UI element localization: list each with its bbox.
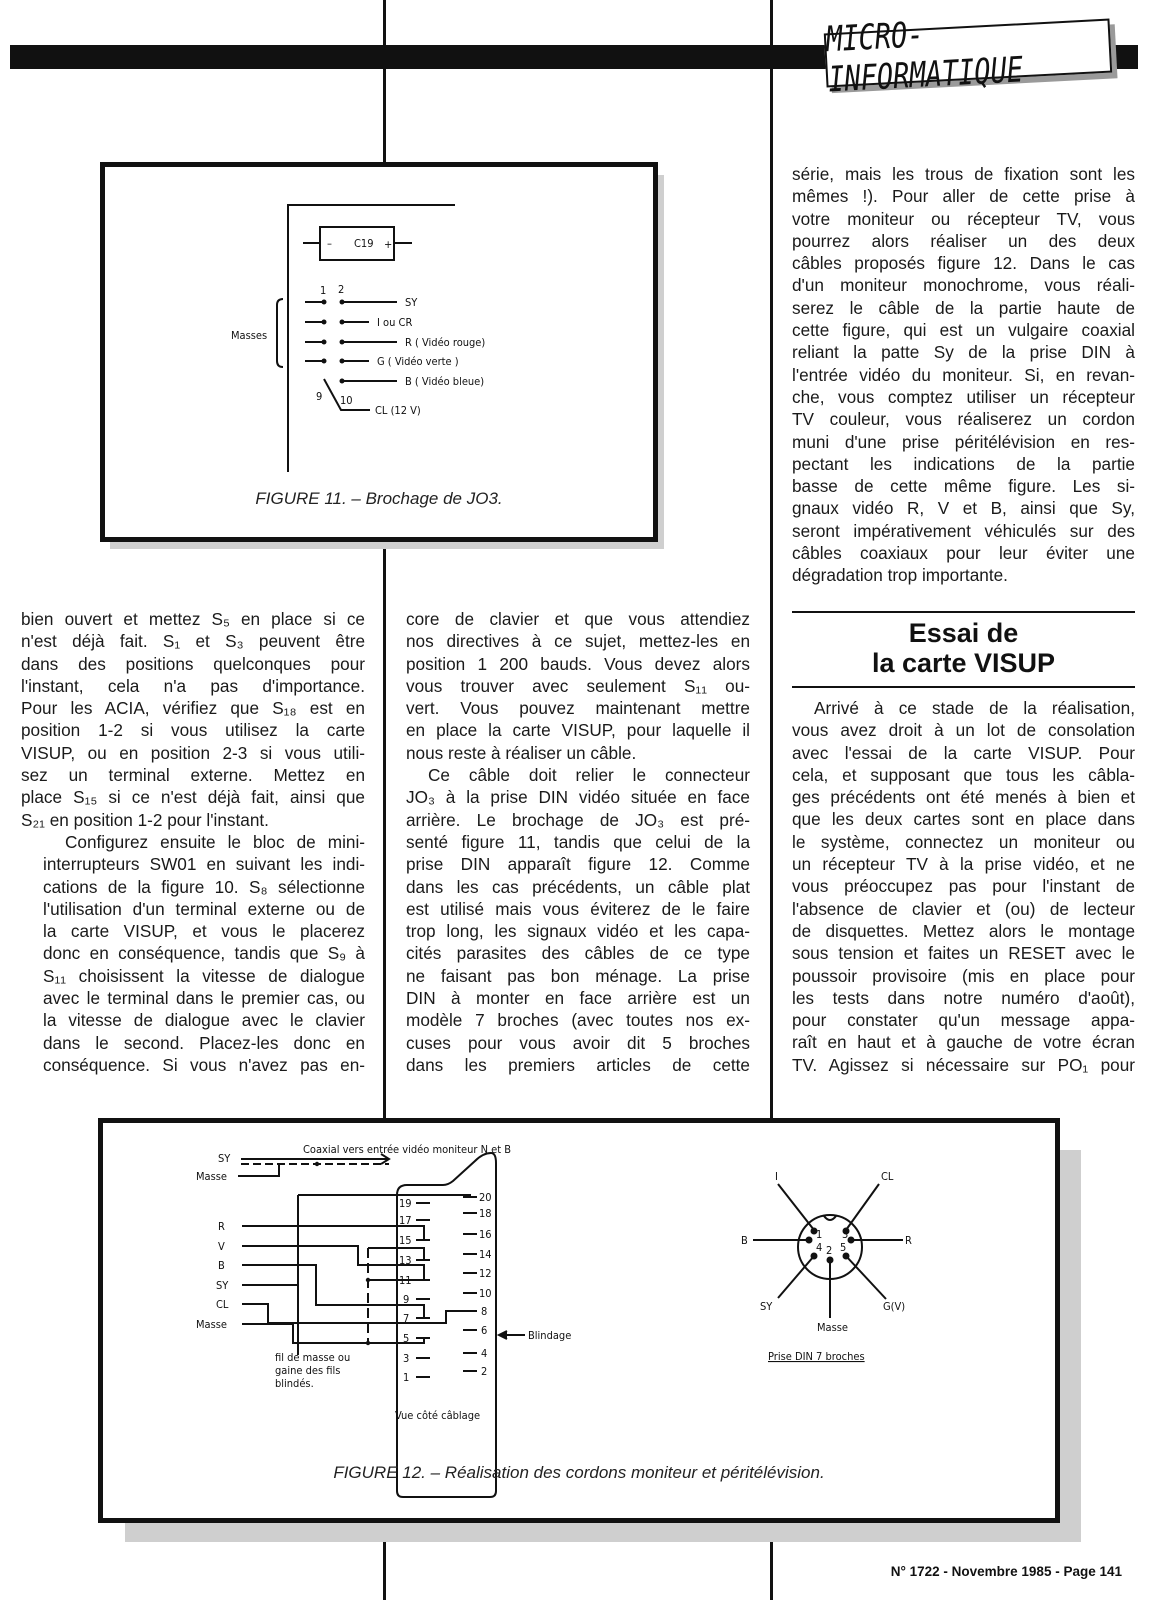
- scart-pin-16: 16: [479, 1228, 492, 1241]
- article-column-right-bottom: [792, 697, 1135, 1076]
- text-line: vous avez droit à un lot de consolation: [792, 720, 1135, 741]
- text-line: l'instant, cela n'a pas d'importance.: [21, 675, 365, 696]
- text-line: l'entrée vidéo du moniteur. Si, en revan-: [792, 364, 1135, 385]
- text-line: sez un terminal externe. Mettez en: [21, 765, 365, 786]
- text-line: les tests dans notre numéro d'août),: [792, 987, 1135, 1008]
- text-line: donc en conséquence, tandis que S₉ à: [43, 943, 365, 964]
- signal-i-ou-cr: I ou CR: [377, 316, 413, 329]
- text-line: vous trouver avec seulement S₁₁ ou-: [406, 675, 750, 696]
- din-pin-5: 5: [840, 1241, 847, 1254]
- din-pin-3: 3: [842, 1228, 849, 1241]
- text-line: cités parasites des câbles de ce type: [406, 943, 750, 964]
- figure-11-caption: FIGURE 11. – Brochage de JO3.: [255, 489, 503, 508]
- figure-12-diagram: [103, 1123, 1055, 1518]
- scart-pin-12: 12: [479, 1267, 492, 1280]
- scart-pin-9: 9: [403, 1293, 410, 1306]
- capacitor-plus: +: [384, 238, 393, 251]
- din-label-r: R: [905, 1234, 912, 1247]
- scart-pin-6: 6: [481, 1324, 488, 1337]
- text-line: d'un moniteur monochrome, vous réali-: [792, 275, 1135, 296]
- capacitor-minus: –: [327, 237, 332, 250]
- paragraph: [21, 831, 365, 1076]
- scart-pin-17: 17: [399, 1214, 412, 1227]
- text-line: cations de la figure 10. S₈ sélectionne: [43, 876, 365, 897]
- din-pin-2: 2: [826, 1244, 833, 1257]
- din-label-i: I: [775, 1170, 778, 1183]
- scart-pin-10: 10: [479, 1287, 492, 1300]
- din-label-gv: G(V): [883, 1300, 906, 1313]
- scart-pin-8: 8: [481, 1305, 488, 1318]
- paragraph: [406, 764, 750, 1076]
- din-label-cl: CL: [881, 1170, 894, 1183]
- signal-b: B ( Vidéo bleue): [405, 375, 485, 388]
- text-line: S₂₁ en position 1-2 pour l'instant.: [21, 809, 269, 830]
- text-line: vert. Vous pouvez maintenant mettre: [406, 698, 750, 719]
- figure-11: [100, 162, 658, 542]
- text-line: Pour les ACIA, vérifiez que S₁₈ est en: [21, 698, 365, 719]
- text-line: poussoir provisoire (mis en place pour: [792, 965, 1135, 986]
- scart-pin-14: 14: [479, 1248, 492, 1261]
- text-line: l'utilisation d'un terminal externe ou de: [43, 898, 365, 919]
- text-line: Ce câble doit relier le connecteur: [428, 765, 750, 786]
- coax-sy-label: SY: [218, 1152, 231, 1165]
- section-heading-line-1: Essai de: [908, 618, 1019, 648]
- text-line: que les deux cartes sont en place dans: [792, 809, 1135, 830]
- din-pin-1: 1: [816, 1228, 823, 1241]
- text-line: TV couleur, vous réaliserez un cordon: [792, 409, 1135, 430]
- text-line: dégradation trop importante.: [792, 565, 1008, 586]
- text-line: dans des positions quelconques pour: [21, 653, 365, 674]
- text-line: avec le terminal dans le premier cas, ou: [43, 988, 365, 1009]
- text-line: arrière. Le brochage de JO₃ est pré-: [406, 809, 750, 830]
- signal-cl: CL (12 V): [375, 404, 421, 417]
- text-line: S₁₁ choisissent la vitesse de dialogue: [43, 965, 365, 986]
- scart-pin-20: 20: [479, 1191, 492, 1204]
- din-label-b: B: [741, 1234, 748, 1247]
- heading-rule-bottom: [792, 686, 1135, 688]
- coax-label: Coaxial vers entrée vidéo moniteur N et B: [303, 1143, 512, 1156]
- text-line: de disquettes. Mettez alors le montage: [792, 920, 1135, 941]
- scart-pin-11: 11: [399, 1274, 412, 1287]
- text-line: n'est déjà fait. S₁ et S₃ peuvent être: [21, 631, 365, 652]
- page-footer: N° 1722 - Novembre 1985 - Page 141: [890, 1564, 1122, 1579]
- figure-12-shadow-bottom: [125, 1522, 1081, 1542]
- text-line: dans les cas précédents, un câble plat: [406, 876, 750, 897]
- din-pin-4: 4: [816, 1241, 823, 1254]
- text-line: en place la carte VISUP, pour laquelle il: [406, 720, 750, 741]
- text-line: pour constater qu'un message appa-: [792, 1010, 1135, 1031]
- article-column-middle: [406, 608, 750, 1076]
- scart-pin-18: 18: [479, 1207, 492, 1220]
- figure-12: [98, 1118, 1060, 1523]
- ground-note-line-3: blindés.: [275, 1377, 314, 1390]
- din-label-sy: SY: [760, 1300, 773, 1313]
- scart-pin-5: 5: [403, 1332, 410, 1345]
- text-line: reliant la patte Sy de la prise DIN à: [792, 342, 1135, 363]
- text-line: série, mais les trous de fixation sont les: [792, 164, 1135, 184]
- text-line: nos directives à ce sujet, mettez-les en: [406, 631, 750, 652]
- text-line: bien ouvert et mettez S₅ en place si ce: [21, 609, 365, 629]
- text-line: muni d'une prise péritélévision en res-: [792, 431, 1135, 452]
- text-line: prise DIN apparaît figure 12. Comme: [406, 854, 750, 875]
- column-rule-left-mid: [383, 545, 386, 1120]
- text-line: cuses pour vous avoir dit 5 broches: [406, 1032, 750, 1053]
- scart-pin-4: 4: [481, 1347, 488, 1360]
- text-line: vous préoccupez pas pour l'instant de: [792, 876, 1135, 897]
- text-line: raît en haut et à gauche de votre écran: [792, 1032, 1135, 1053]
- column-rule-left: [383, 0, 386, 180]
- text-line: interrupteurs SW01 en suivant les indi-: [43, 854, 365, 875]
- signal-sy: SY: [405, 296, 418, 309]
- text-line: câbles proposés figure 12. Dans le cas: [792, 253, 1135, 274]
- scart-pin-1: 1: [403, 1371, 410, 1384]
- text-line: seront impérativement véhiculés sur des: [792, 520, 1135, 541]
- wire-label-cl: CL: [216, 1298, 229, 1311]
- text-line: nous reste à réaliser un câble.: [406, 742, 637, 763]
- text-line: un récepteur TV à la prise vidéo, et ne: [792, 854, 1135, 875]
- figure-12-caption: FIGURE 12. – Réalisation des cordons moniteur et péritélévision.: [333, 1463, 825, 1482]
- section-banner-text: MICRO-INFORMATIQUE: [825, 15, 1025, 101]
- paragraph: [406, 608, 750, 764]
- pin-10-label: 10: [340, 394, 353, 407]
- text-line: core de clavier et que vous attendiez: [406, 609, 750, 629]
- text-line: la vitesse de dialogue avec le clavier: [43, 1010, 365, 1031]
- signal-g: G ( Vidéo verte ): [377, 355, 459, 368]
- wire-label-v: V: [218, 1240, 225, 1253]
- text-line: Configurez ensuite le bloc de mini-: [65, 831, 365, 852]
- text-line: conséquence. Si vous n'avez pas en-: [43, 1054, 365, 1075]
- scart-pin-19: 19: [399, 1197, 412, 1210]
- wire-label-sy: SY: [216, 1279, 229, 1292]
- scart-pin-3: 3: [403, 1352, 410, 1365]
- text-line: dans les premiers articles de cette: [406, 1054, 750, 1075]
- text-line: serez le câble de la partie haute de: [792, 297, 1135, 318]
- text-line: pourrez alors réaliser un des deux: [792, 230, 1135, 251]
- text-line: câbles coaxiaux pour leur éviter une: [792, 543, 1135, 564]
- text-line: modèle 7 broches (avec toutes nos ex-: [406, 1010, 750, 1031]
- text-line: est utilisé mais vous éviterez de le faire: [406, 898, 750, 919]
- text-line: avec l'essai de la carte VISUP. Pour: [792, 742, 1135, 763]
- text-line: position 1 200 bauds. Vous devez alors: [406, 653, 750, 674]
- article-column-right-top: [792, 163, 1135, 587]
- din-title: Prise DIN 7 broches: [768, 1350, 865, 1363]
- din-label-masse: Masse: [817, 1321, 849, 1334]
- section-heading-line-2: la carte VISUP: [871, 648, 1056, 678]
- text-line: position 1-2 si vous utilisez la carte: [21, 720, 365, 741]
- text-line: le système, connectez un moniteur ou: [792, 831, 1135, 852]
- figure-11-diagram: [105, 167, 653, 537]
- text-line: trop long, les signaux vidéo et les capa-: [406, 921, 750, 942]
- text-line: sous tension et faites un RESET avec le: [792, 943, 1135, 964]
- column-rule-right: [770, 0, 773, 1120]
- text-line: cela, et supposant que tous les câbla-: [792, 764, 1135, 785]
- text-line: ne faisant pas bon ménage. La prise: [406, 965, 750, 986]
- paragraph: [792, 163, 1135, 587]
- coax-masse-label: Masse: [196, 1170, 228, 1183]
- pin-2-label: 2: [338, 283, 345, 296]
- text-line: dans le second. Placez-les donc en: [43, 1032, 365, 1053]
- scart-pin-2: 2: [481, 1365, 488, 1378]
- pin-1-label: 1: [320, 284, 327, 297]
- text-line: TV. Agissez si nécessaire sur PO₁ pour: [792, 1054, 1135, 1075]
- signal-r: R ( Vidéo rouge): [405, 336, 486, 349]
- text-line: cette figure, qui est un vulgaire coaxial: [792, 320, 1135, 341]
- scart-pin-13: 13: [399, 1254, 412, 1267]
- ground-note-line-1: fil de masse ou: [275, 1351, 351, 1364]
- heading-rule-top: [792, 611, 1135, 613]
- paragraph: [21, 608, 365, 831]
- section-heading: [792, 618, 1135, 678]
- text-line: basse de cette même figure. Les si-: [792, 476, 1135, 497]
- ground-note-line-2: gaine des fils: [275, 1364, 341, 1377]
- article-column-left: [21, 608, 365, 1076]
- text-line: JO₃ à la prise DIN vidéo située en face: [406, 787, 750, 808]
- wire-label-r: R: [218, 1220, 225, 1233]
- text-line: mêmes !). Pour aller de cette prise à: [792, 186, 1135, 207]
- text-line: l'absence de clavier et (ou) de lecteur: [792, 898, 1135, 919]
- scart-view-label: Vue côté câblage: [395, 1409, 481, 1422]
- blindage-label: Blindage: [528, 1329, 572, 1342]
- capacitor-label: C19: [354, 237, 374, 250]
- scart-pin-15: 15: [399, 1234, 412, 1247]
- section-banner: [824, 15, 1112, 101]
- text-line: pectant les indications de la partie: [792, 453, 1135, 474]
- wire-label-b: B: [218, 1259, 225, 1272]
- text-line: gnaux vidéo R, V et B, ainsi que Sy,: [792, 498, 1135, 519]
- pin-9-label: 9: [316, 390, 323, 403]
- scart-pin-7: 7: [403, 1312, 410, 1325]
- text-line: ges précédents ont été menés à bien et: [792, 787, 1135, 808]
- text-line: la carte VISUP, et vous le placerez: [43, 921, 365, 942]
- text-line: senté figure 11, tandis que celui de la: [406, 831, 750, 852]
- paragraph: [792, 697, 1135, 1076]
- text-line: che, vous comptez utiliser un récepteur: [792, 386, 1135, 407]
- text-line: DIN à monter en face arrière est un: [406, 988, 750, 1009]
- figure-12-shadow-side: [1057, 1150, 1081, 1542]
- text-line: VISUP, ou en position 2-3 si vous utili-: [21, 742, 365, 763]
- masses-label: Masses: [231, 329, 268, 342]
- text-line: votre moniteur ou récepteur TV, vous: [792, 208, 1135, 229]
- text-line: place S₁₅ si ce n'est déjà fait, ainsi que: [21, 787, 365, 808]
- wire-label-masse: Masse: [196, 1318, 228, 1331]
- text-line: Arrivé à ce stade de la réalisation,: [814, 698, 1135, 718]
